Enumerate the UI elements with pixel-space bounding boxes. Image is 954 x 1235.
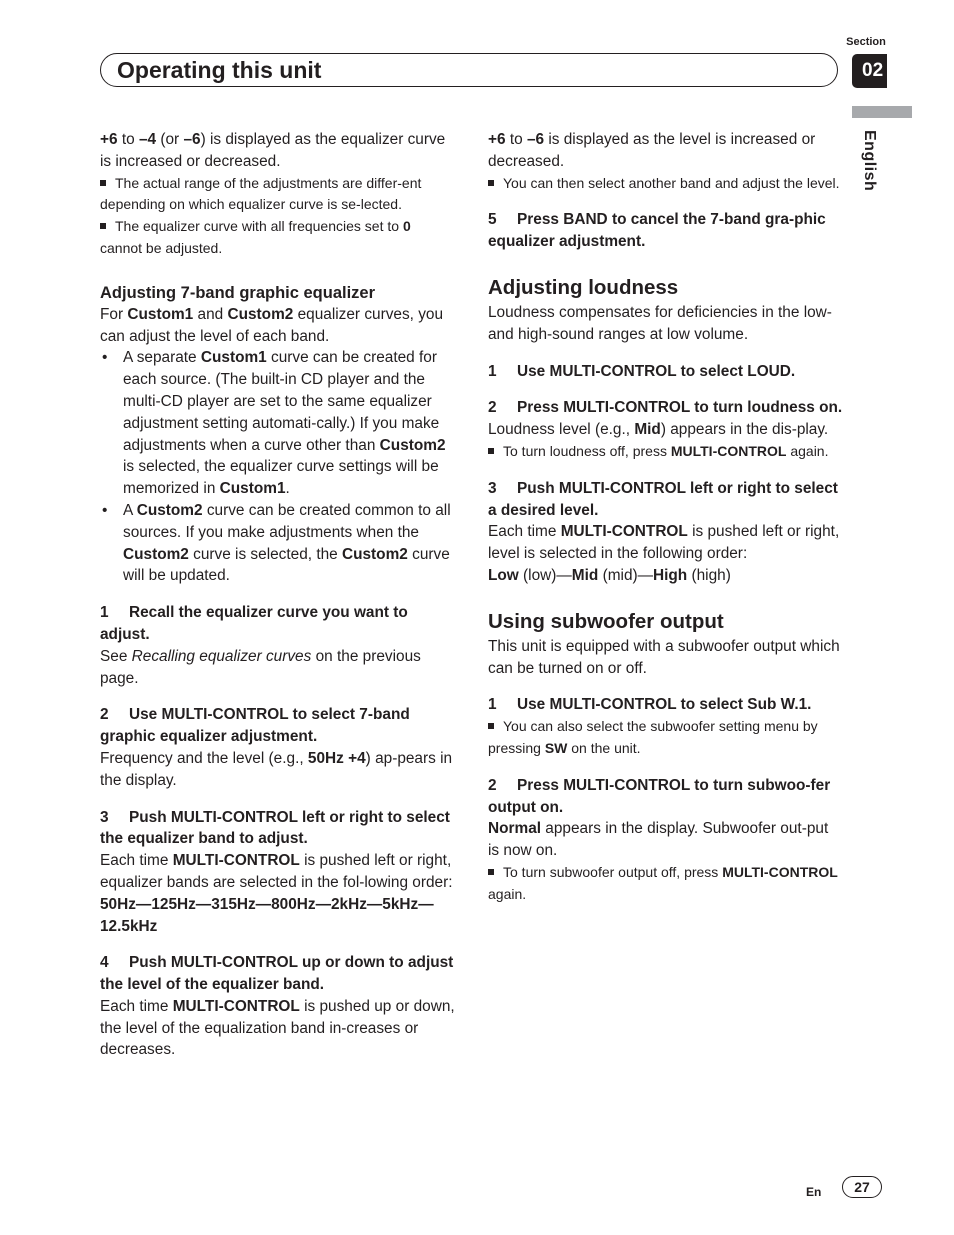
- right-column: [488, 129, 843, 906]
- step-heading: 5 Press BAND to cancel the 7-band gra-phic equalizer adjustment.: [488, 211, 826, 251]
- subwoofer-para: This unit is equipped with a subwoofer output which can be turned on or off.: [488, 637, 840, 677]
- eq-range-text: +6 to –4 (or –6) is displayed as the equalizer curve is increased or decreased.: [100, 131, 446, 170]
- side-tab-strip: [852, 106, 912, 118]
- language-tab: English: [861, 130, 878, 192]
- note-subwoofer-off: To turn subwoofer output off, press MULTI-CONTROL again.: [488, 863, 838, 902]
- note-flat-curve: The equalizer curve with all frequencies set to 0 cannot be adjusted.: [100, 218, 411, 256]
- subheading-7band-eq: Adjusting 7-band graphic equalizer: [100, 283, 376, 302]
- note-square-icon: [488, 723, 494, 729]
- note-square-icon: [488, 448, 494, 454]
- level-range-text: +6 to –6 is displayed as the level is increased or decreased.: [488, 131, 816, 170]
- step-heading: 2 Use MULTI-CONTROL to select 7-band graphic equalizer adjustment.: [100, 706, 410, 746]
- step-heading: 1 Recall the equalizer curve you want to adjust.: [100, 604, 408, 643]
- step-heading: 3 Push MULTI-CONTROL left or right to select the equalizer band to adjust.: [100, 808, 450, 848]
- step-heading: 1 Use MULTI-CONTROL to select LOUD.: [488, 362, 796, 380]
- bullet-custom2: • A Custom2 curve can be created common to all sources. If you make adjustments when the Custom2 curve is selected, the Custom2 curve will be updated.: [100, 500, 455, 587]
- note-select-band: You can then select another band and adjust the level.: [488, 173, 843, 195]
- step-body: Each time MULTI-CONTROL is pushed left or right, equalizer bands are selected in the fol-lowing order:: [100, 852, 453, 891]
- step-body: Each time MULTI-CONTROL is pushed left or right, level is selected in the following order:: [488, 523, 840, 563]
- heading-adjusting-loudness: Adjusting loudness: [488, 275, 679, 299]
- bullet-custom1: • A separate Custom1 curve can be created for each source. (The built-in CD player and the multi-CD player are set to the same equalizer adjustment setting automati-cally.) If you make adjustments when a curve other than Custom2 is selected, the equalizer curve settings will be memorized in Custom1.: [100, 347, 455, 500]
- step-body: See Recalling equalizer curves on the previous page.: [100, 647, 421, 687]
- note-square-icon: [488, 869, 494, 875]
- note-adjustment-range: The actual range of the adjustments are differ-ent depending on which equalizer curve is se-lected.: [100, 174, 422, 213]
- note-square-icon: [488, 180, 494, 186]
- footer-language: En: [806, 1185, 822, 1199]
- heading-subwoofer-output: Using subwoofer output: [488, 609, 724, 633]
- step-heading: 2 Press MULTI-CONTROL to turn subwoo-fer output on.: [488, 776, 831, 816]
- step-body: Each time MULTI-CONTROL is pushed up or down, the level of the equalization band in-creases or decreases.: [100, 997, 455, 1059]
- left-column: [100, 129, 455, 1061]
- step-body: Frequency and the level (e.g., 50Hz +4) ap-pears in the display.: [100, 749, 453, 789]
- step-heading: 1 Use MULTI-CONTROL to select Sub W.1.: [488, 696, 812, 714]
- step-body: Normal appears in the display. Subwoofer out-put is now on.: [488, 820, 829, 860]
- step-heading: 4 Push MULTI-CONTROL up or down to adjust the level of the equalizer band.: [100, 954, 454, 994]
- note-square-icon: [100, 223, 106, 229]
- page-number: 27: [842, 1176, 882, 1198]
- section-number-badge: 02: [852, 54, 887, 88]
- step-body: Loudness level (e.g., Mid) appears in the dis-play.: [488, 421, 829, 439]
- custom-curves-para: For Custom1 and Custom2 equalizer curves, you can adjust the level of each band.: [100, 305, 444, 345]
- note-square-icon: [100, 180, 106, 186]
- page-title: Operating this unit: [117, 57, 322, 83]
- section-label: Section: [846, 36, 886, 48]
- band-order: 50Hz—125Hz—315Hz—800Hz—2kHz—5kHz—12.5kHz: [100, 895, 434, 935]
- loudness-order: Low (low)—Mid (mid)—High (high): [488, 566, 731, 584]
- step-heading: 3 Push MULTI-CONTROL left or right to select a desired level.: [488, 479, 838, 519]
- note-sw-button: You can also select the subwoofer setting menu by pressing SW on the unit.: [488, 718, 818, 756]
- note-loudness-off: To turn loudness off, press MULTI-CONTROL again.: [488, 441, 843, 463]
- step-heading: 2 Press MULTI-CONTROL to turn loudness on.: [488, 399, 843, 417]
- loudness-para: Loudness compensates for deficiencies in the low- and high-sound ranges at low volume.: [488, 303, 832, 343]
